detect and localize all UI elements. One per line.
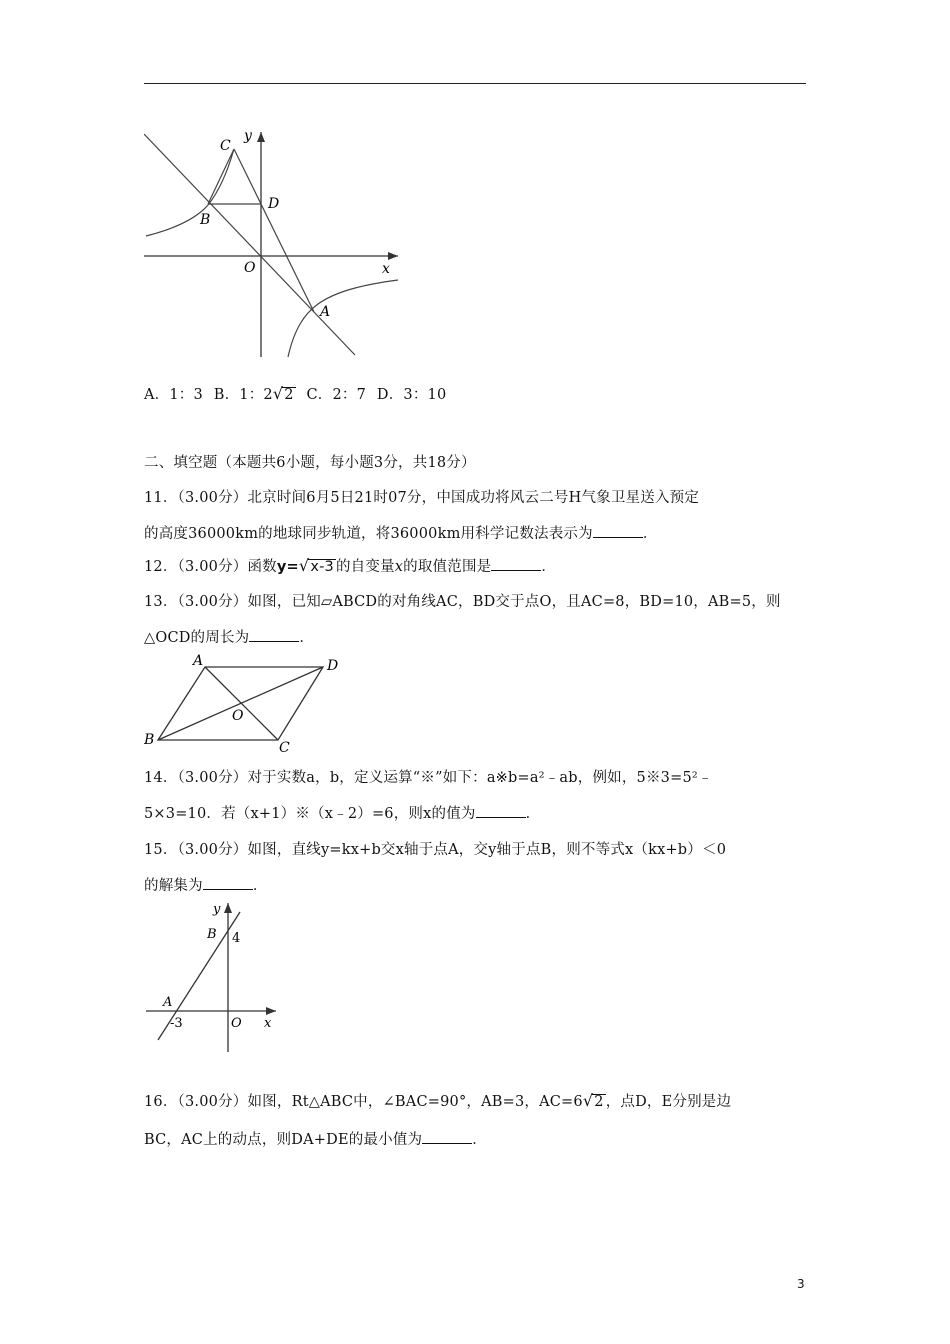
q14-line1: 14．（3.00分）对于实数a，b，定义运算“※”如下：a※b=a²﹣ab，例如，5※3=5²﹣ bbox=[144, 770, 713, 786]
section2-title: 二、填空题（本题共6小题，每小题3分，共18分） bbox=[144, 455, 476, 471]
fig13-label-O: O bbox=[232, 708, 244, 724]
q12-post-b: 的取值范围是 bbox=[403, 559, 492, 575]
fig1-label-y: y bbox=[244, 128, 252, 144]
q16-radicand: 2 bbox=[594, 1094, 604, 1110]
q11-line2-text: 的高度36000km的地球同步轨道，将36000km用科学记数法表示为 bbox=[144, 526, 593, 542]
q16-line2-text: BC，AC上的动点，则DA+DE的最小值为 bbox=[144, 1132, 423, 1148]
q11-line2 bbox=[144, 522, 658, 543]
q12-answer-blank bbox=[491, 558, 541, 571]
fig15-label-A: A bbox=[163, 995, 173, 1010]
q10-options bbox=[144, 383, 446, 404]
q11-answer-blank bbox=[593, 525, 643, 538]
fig13-label-B: B bbox=[144, 732, 155, 748]
q10-option-b-text: B．1：2 bbox=[213, 387, 273, 403]
q15-end: ． bbox=[252, 878, 268, 894]
q13-line2-text: △OCD的周长为 bbox=[144, 630, 250, 646]
q16-line2 bbox=[144, 1128, 487, 1149]
fig13-label-D: D bbox=[327, 658, 339, 674]
fig15-label-4: 4 bbox=[232, 931, 241, 946]
q10-option-b: B．1：2√2 bbox=[213, 384, 294, 403]
q13-end: ． bbox=[299, 630, 315, 646]
fig13-label-A: A bbox=[193, 653, 204, 669]
fig13-label-C: C bbox=[279, 740, 290, 756]
q14-line2-text: 5×3=10．若（x+1）※（x﹣2）=6，则x的值为 bbox=[144, 806, 476, 822]
fig1-label-B: B bbox=[200, 212, 211, 228]
fig15-label-y: y bbox=[213, 902, 221, 917]
figure-parallelogram bbox=[144, 652, 350, 756]
q15-line1: 15．（3.00分）如图，直线y=kx+b交x轴于点A，交y轴于点B，则不等式x（kx+b）＜0 bbox=[144, 842, 727, 858]
q16-line1-text: 16．（3.00分）如图，Rt△ABC中，∠BAC=90°，AB=3，AC=6 bbox=[144, 1094, 583, 1110]
fig1-label-C: C bbox=[220, 138, 231, 154]
q10-option-d: D．3：10 bbox=[376, 387, 447, 403]
q12-radicand: x-3 bbox=[310, 559, 334, 575]
q12-line: 12．（3.00分）函数y=√x-3 的自变量x的取值范围是 ． bbox=[144, 556, 557, 575]
page-number: 3 bbox=[797, 1277, 805, 1291]
q15-line2 bbox=[144, 874, 268, 895]
header-rule bbox=[144, 83, 806, 84]
figure-line-graph bbox=[144, 898, 284, 1058]
q14-end: ． bbox=[525, 806, 541, 822]
q13-answer-blank bbox=[249, 629, 299, 642]
fig1-label-x: x bbox=[382, 261, 390, 277]
q15-line2-text: 的解集为 bbox=[144, 878, 203, 894]
figure-hyperbola-triangle bbox=[144, 122, 404, 362]
q12-formula-y: y= bbox=[276, 559, 299, 575]
q16-line1-post: ，点D，E分别是边 bbox=[605, 1094, 732, 1110]
fig15-label-x: x bbox=[264, 1016, 272, 1031]
q11-line1: 11．（3.00分）北京时间6月5日21时07分，中国成功将风云二号H气象卫星送入预定 bbox=[144, 490, 700, 506]
fig1-label-A: A bbox=[320, 304, 331, 320]
q15-answer-blank bbox=[203, 877, 253, 890]
q14-line2 bbox=[144, 802, 540, 823]
fig15-label-O: O bbox=[231, 1016, 242, 1031]
fig1-label-D: D bbox=[268, 196, 280, 212]
fig15-label-neg3: -3 bbox=[170, 1016, 183, 1031]
q14-answer-blank bbox=[476, 805, 526, 818]
q10-option-b-radicand: 2 bbox=[284, 387, 294, 403]
q12-pre: 12．（3.00分）函数 bbox=[144, 559, 277, 575]
q13-line1: 13．（3.00分）如图，已知▱ABCD的对角线AC，BD交于点O，且AC=8，BD=10，AB=5，则 bbox=[144, 594, 781, 610]
q10-option-a: A．1：3 bbox=[144, 387, 203, 403]
q12-var: x bbox=[394, 559, 404, 575]
q16-answer-blank bbox=[422, 1131, 472, 1144]
q12-end: ． bbox=[541, 559, 557, 575]
q16-end: ． bbox=[472, 1132, 487, 1148]
q13-line2 bbox=[144, 626, 314, 647]
q12-post-a: 的自变量 bbox=[335, 559, 395, 575]
q10-option-c: C．2：7 bbox=[306, 387, 367, 403]
q11-end: ． bbox=[642, 526, 658, 542]
fig1-label-O: O bbox=[244, 260, 256, 276]
fig15-label-B: B bbox=[207, 927, 217, 942]
q16-line1: 16．（3.00分）如图，Rt△ABC中，∠BAC=90°，AB=3，AC=6√2 ，点D，E分别是边 bbox=[144, 1091, 732, 1110]
